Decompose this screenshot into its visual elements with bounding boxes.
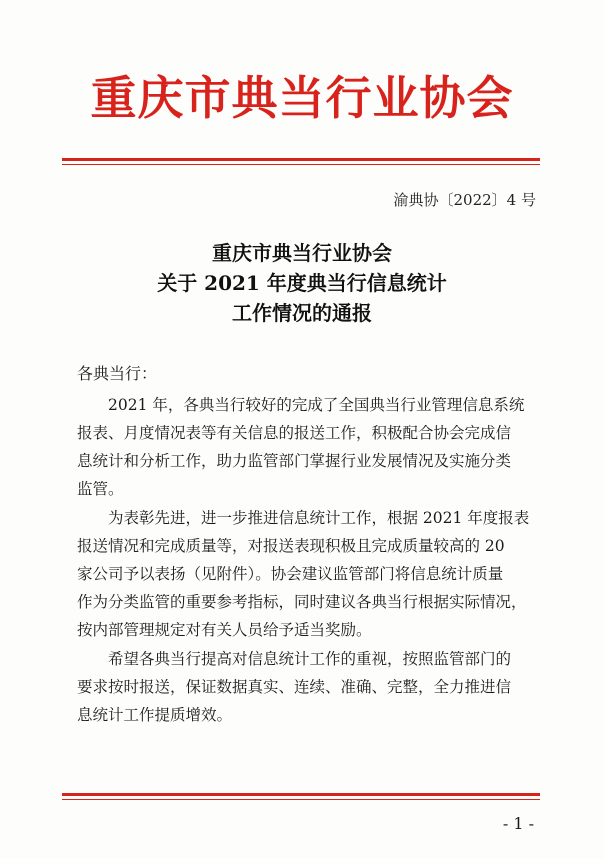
- paragraph-3: [77, 645, 547, 729]
- paragraph-line: 作为分类监管的重要参考指标，同时建议各典当行根据实际情况，: [77, 593, 527, 611]
- letterhead-org-name: 重庆市典当行业协会: [90, 71, 514, 125]
- document-title-line: 工作情况的通报: [232, 301, 372, 325]
- paragraph-line: 2021 年，各典当行较好的完成了全国典当行业管理信息系统: [108, 396, 525, 414]
- page-number: - 1 -: [502, 814, 534, 833]
- paragraph-line: 按内部管理规定对有关人员给予适当奖励。: [77, 621, 372, 639]
- paragraph-line: 家公司予以表扬（见附件）。协会建议监管部门将信息统计质量: [77, 565, 504, 583]
- letterhead-rule-thin: [62, 164, 540, 165]
- salutation: 各典当行：: [77, 364, 158, 383]
- document-title-line: 关于 2021 年度典当行信息统计: [157, 271, 447, 295]
- paragraph-line: 息统计工作提质增效。: [77, 706, 233, 724]
- footer-rule-thick: [62, 793, 540, 796]
- paragraph-line: 要求按时报送，保证数据真实、连续、准确、完整，全力推进信: [77, 678, 512, 696]
- paragraph-line: 报表、月度情况表等有关信息的报送工作，积极配合协会完成信: [77, 424, 512, 442]
- paragraph-line: 报送情况和完成质量等，对报送表现积极且完成质量较高的 20: [77, 537, 505, 555]
- paragraph-line: 息统计和分析工作，助力监管部门掌握行业发展情况及实施分类: [77, 452, 512, 470]
- document-number: 渝典协〔2022〕4 号: [393, 191, 536, 209]
- paragraph-1: [77, 391, 547, 503]
- paragraph-2: [77, 504, 547, 644]
- document-title-line: 重庆市典当行业协会: [212, 241, 392, 265]
- paragraph-line: 为表彰先进，进一步推进信息统计工作，根据 2021 年度报表: [108, 509, 530, 527]
- paragraph-line: 希望各典当行提高对信息统计工作的重视，按照监管部门的: [108, 650, 512, 668]
- document-title: [0, 238, 604, 328]
- letterhead-rule-thick: [62, 158, 540, 161]
- footer-rule-thin: [62, 799, 540, 800]
- paragraph-line: 监管。: [77, 480, 124, 498]
